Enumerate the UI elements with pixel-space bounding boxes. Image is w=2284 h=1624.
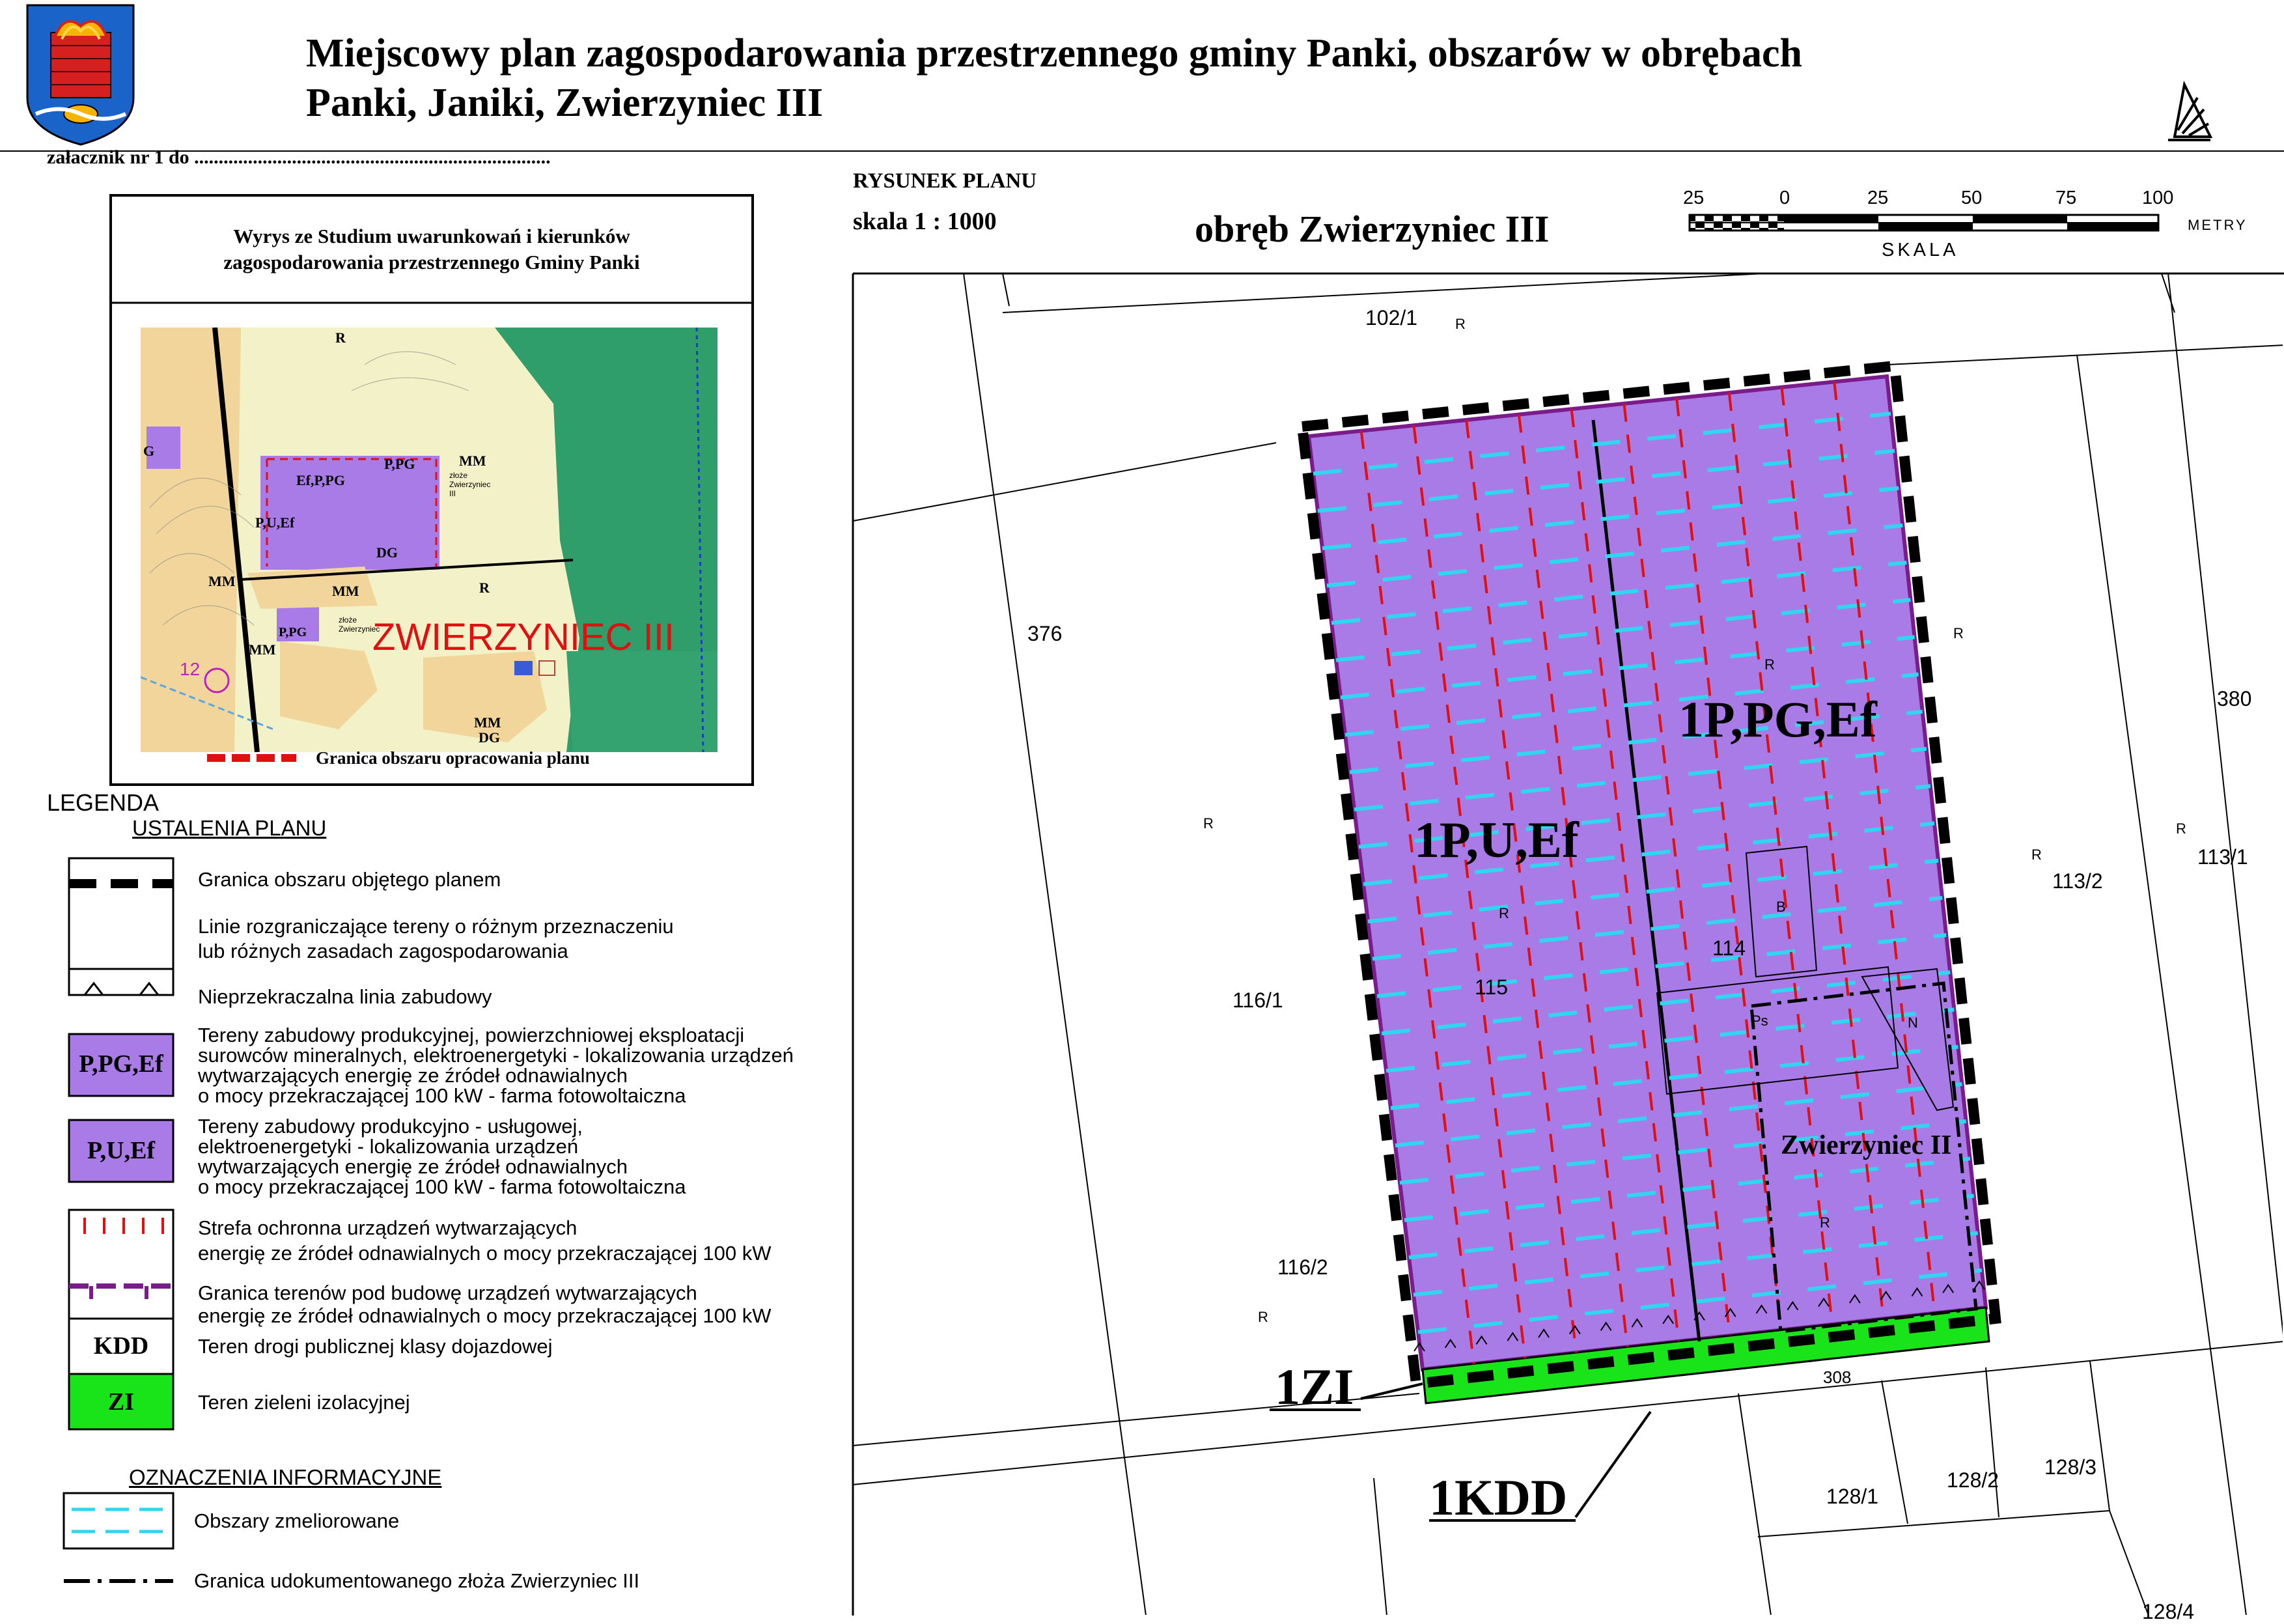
- inset-place-name: ZWIERZYNIEC III: [372, 616, 675, 658]
- legend-item: wytwarzających energię ze źródeł odnawialnych: [198, 1155, 628, 1178]
- inset-label: R: [479, 580, 490, 596]
- legend-item: surowców mineralnych, elektroenergetyki - lokalizowania urządzeń: [198, 1044, 794, 1067]
- legend-item: Granica terenów pod budowę urządzeń wytwarzających: [198, 1281, 697, 1304]
- area-title: obręb Zwierzyniec III: [1195, 208, 1550, 250]
- inset-label: MM: [459, 453, 486, 469]
- inset-label: DG: [479, 729, 500, 746]
- parcel-number: 102/1: [1365, 306, 1418, 329]
- north-arrow-icon: [2168, 85, 2210, 140]
- inset-label: R: [335, 329, 346, 346]
- legend-item: Granica obszaru objętego planem: [198, 868, 501, 891]
- legend-code: P,U,Ef: [87, 1137, 156, 1164]
- scale-tick: 75: [2055, 188, 2077, 208]
- legend-info-item: Obszary zmeliorowane: [194, 1509, 400, 1532]
- land-use-letter: Ps: [1751, 1013, 1768, 1029]
- deposit-label: Zwierzyniec II: [1781, 1130, 1952, 1160]
- land-use-letter: R: [1258, 1309, 1268, 1325]
- legend-item: o mocy przekraczającej 100 kW - farma fotowoltaiczna: [198, 1084, 686, 1107]
- legend-section-1: USTALENIA PLANU: [132, 816, 327, 840]
- leader-1kdd: [1576, 1412, 1650, 1517]
- legend-item: energię ze źródeł odnawialnych o mocy przekraczającej 100 kW: [198, 1242, 772, 1265]
- inset-label: P,PG: [384, 456, 415, 472]
- scale-tick: 50: [1961, 188, 1983, 208]
- parcel-number: 113/2: [2052, 869, 2103, 893]
- inset-label: Ef,P,PG: [296, 472, 345, 488]
- legend-info-item: Granica udokumentowanego złoża Zwierzyniec III: [194, 1569, 640, 1592]
- legend-item: Strefa ochronna urządzeń wytwarzających: [198, 1216, 578, 1239]
- inset-label: złoże Zwierzyniec: [339, 615, 380, 634]
- legend-title: LEGENDA: [47, 789, 160, 816]
- legend-item: Teren zieleni izolacyjnej: [198, 1391, 410, 1414]
- legend-item: Linie rozgraniczające tereny o różnym przeznaczeniu: [198, 915, 674, 938]
- zone-label: 1P,U,Ef: [1414, 811, 1579, 868]
- drawing-label: RYSUNEK PLANU: [853, 169, 1037, 193]
- parcel-number: 128/2: [1947, 1468, 1999, 1492]
- legend-section-2: OZNACZENIA INFORMACYJNE: [129, 1465, 442, 1489]
- scale-caption: SKALA: [1882, 240, 1959, 260]
- legend-code: ZI: [107, 1388, 135, 1416]
- inset-label: G: [143, 443, 155, 459]
- parcel-number: 308: [1823, 1367, 1852, 1387]
- legend-item: elektroenergetyki - lokalizowania urządzeń: [198, 1135, 579, 1158]
- legend-item: wytwarzających energię ze źródeł odnawialnych: [198, 1064, 628, 1087]
- parcel-number: 116/2: [1277, 1255, 1328, 1279]
- land-use-letter: R: [1820, 1214, 1830, 1231]
- inset-boundary-caption: Granica obszaru opracowania planu: [316, 748, 590, 768]
- inset-title-1: Wyrys ze Studium uwarunkowań i kierunków: [233, 225, 630, 247]
- land-use-letter: R: [2176, 820, 2186, 837]
- inset-label: złoże Zwierzyniec III: [449, 471, 491, 498]
- zone-label: 1P,PG,Ef: [1678, 691, 1877, 748]
- parcel-number: 115: [1475, 975, 1509, 999]
- attachment-line: załacznik nr 1 do .........................................................................: [47, 147, 551, 168]
- parcel-number: 116/1: [1233, 988, 1283, 1012]
- land-use-letter: R: [1455, 316, 1466, 332]
- parcel-number: 376: [1027, 622, 1063, 645]
- inset-study-map: [111, 195, 753, 785]
- land-use-letter: R: [2031, 847, 2042, 863]
- legend-code: KDD: [93, 1332, 149, 1360]
- scale-tick: 0: [1779, 188, 1790, 208]
- scale-tick: 25: [1867, 188, 1889, 208]
- title-line-2: Panki, Janiki, Zwierzyniec III: [306, 81, 824, 125]
- zone-label: 1KDD: [1429, 1469, 1568, 1526]
- inset-label: MM: [249, 641, 276, 658]
- inset-label: MM: [332, 583, 359, 599]
- legend-item: Teren drogi publicznej klasy dojazdowej: [198, 1335, 553, 1358]
- parcel-number: 114: [1712, 936, 1746, 960]
- land-use-letter: R: [1499, 905, 1509, 921]
- inset-label: DG: [376, 544, 398, 561]
- parcel-number: 113/1: [2197, 845, 2248, 869]
- legend-item: energię ze źródeł odnawialnych o mocy przekraczającej 100 kW: [198, 1304, 772, 1327]
- parcel-number: 128/3: [2044, 1455, 2097, 1479]
- land-use-letter: B: [1776, 899, 1786, 915]
- legend-item: lub różnych zasadach zagospodarowania: [198, 940, 568, 962]
- land-use-letter: R: [1203, 815, 1214, 832]
- legend-item: Tereny zabudowy produkcyjnej, powierzchniowej eksploatacji: [198, 1024, 745, 1046]
- scale-tick: 25: [1683, 188, 1705, 208]
- legend-item: Tereny zabudowy produkcyjno - usługowej,: [198, 1115, 583, 1138]
- legend-code: P,PG,Ef: [79, 1050, 163, 1078]
- scale-label: skala 1 : 1000: [853, 208, 997, 235]
- legend-item: o mocy przekraczającej 100 kW - farma fotowoltaiczna: [198, 1175, 686, 1198]
- coat-of-arms-icon: [27, 5, 133, 145]
- parcel-number: 128/4: [2142, 1600, 2195, 1623]
- zone-label: 1ZI: [1275, 1358, 1354, 1415]
- scale-bar: [1690, 215, 2158, 231]
- land-use-letter: R: [1953, 625, 1964, 641]
- scale-unit: METRY: [2188, 217, 2248, 233]
- land-use-letter: N: [1908, 1015, 1918, 1031]
- parcel-number: 380: [2217, 687, 2252, 710]
- scale-tick: 100: [2142, 188, 2174, 208]
- inset-label: MM: [208, 573, 236, 589]
- inset-label: MM: [474, 714, 501, 731]
- legend-item: Nieprzekraczalna linia zabudowy: [198, 985, 492, 1008]
- land-use-letter: R: [1764, 656, 1775, 673]
- title-line-1: Miejscowy plan zagospodarowania przestrzennego gminy Panki, obszarów w obrębach: [306, 31, 1802, 76]
- inset-title-2: zagospodarowania przestrzennego Gminy Panki: [223, 251, 640, 273]
- inset-label: P,U,Ef: [255, 514, 295, 531]
- parcel-number: 128/1: [1826, 1485, 1879, 1508]
- inset-label: P,PG: [279, 625, 307, 639]
- inset-label: 12: [180, 659, 201, 679]
